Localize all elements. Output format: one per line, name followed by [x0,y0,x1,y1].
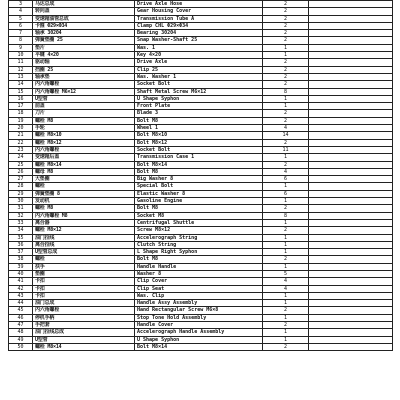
row-number: 25 [9,161,33,168]
remarks-cell [309,278,393,285]
part-quantity: 1 [263,329,309,336]
part-name-english: Handle Assy Assembly [135,300,263,307]
part-name-chinese: 扶手 [33,263,135,270]
part-quantity: 2 [263,37,309,44]
part-name-chinese: 卡扣 [33,292,135,299]
table-row [9,263,393,270]
table-row [9,198,393,205]
part-name-english: Wheel 1 [135,125,263,132]
part-name-chinese: 内六角螺栓 M8 [33,212,135,219]
remarks-cell [309,44,393,51]
remarks-cell [309,95,393,102]
table-row [9,117,393,124]
part-name-chinese: 垫片 [33,44,135,51]
row-number: 36 [9,241,33,248]
part-name-chinese: 螺母 M8 [33,168,135,175]
table-row [9,205,393,212]
remarks-cell [309,117,393,124]
remarks-cell [309,343,393,350]
table-row [9,125,393,132]
part-name-english: Bolt M8×14 [135,161,263,168]
row-number: 22 [9,139,33,146]
row-number: 18 [9,110,33,117]
remarks-cell [309,292,393,299]
row-number: 11 [9,59,33,66]
part-name-chinese: 卡箍 Ф29×Ф34 [33,22,135,29]
table-row [9,329,393,336]
part-name-english: Clutch String [135,241,263,248]
table-row [9,322,393,329]
part-quantity: 2 [263,343,309,350]
part-name-english: Stop Tone Hold Assembly [135,314,263,321]
part-name-chinese: 螺栓 M8×12 [33,139,135,146]
part-name-english: Special Bolt [135,183,263,190]
part-quantity: 1 [263,249,309,256]
parts-table-body [9,1,393,351]
part-name-chinese: 内六角螺栓 [33,146,135,153]
part-quantity: 11 [263,146,309,153]
part-name-chinese: 内六角螺栓 M6×12 [33,88,135,95]
part-name-chinese: 螺栓 M8×10 [33,132,135,139]
part-quantity: 8 [263,88,309,95]
part-quantity: 1 [263,95,309,102]
table-row [9,234,393,241]
part-name-english: Bolt M8×12 [135,139,263,146]
part-name-chinese: 手把套 [33,322,135,329]
row-number: 50 [9,343,33,350]
part-name-chinese: 弹簧垫圈 8 [33,190,135,197]
row-number: 13 [9,73,33,80]
part-name-chinese: 螺栓 M8×14 [33,161,135,168]
part-quantity: 6 [263,190,309,197]
table-row [9,307,393,314]
part-quantity: 4 [263,278,309,285]
row-number: 26 [9,168,33,175]
table-row [9,314,393,321]
table-row [9,95,393,102]
row-number: 45 [9,307,33,314]
row-number: 31 [9,205,33,212]
remarks-cell [309,125,393,132]
part-name-chinese: 离合拉线 [33,241,135,248]
table-row [9,161,393,168]
table-row [9,278,393,285]
table-row [9,73,393,80]
part-name-chinese: 内六角螺栓 [33,81,135,88]
table-row [9,66,393,73]
remarks-cell [309,176,393,183]
remarks-cell [309,241,393,248]
row-number: 3 [9,1,33,8]
part-name-english: Bolt M8 [135,205,263,212]
part-quantity: 4 [263,168,309,175]
table-row [9,249,393,256]
table-row [9,168,393,175]
part-name-chinese: 刀片 [33,110,135,117]
part-quantity: 2 [263,15,309,22]
row-number: 6 [9,22,33,29]
part-name-chinese: 卡扣 [33,285,135,292]
row-number: 39 [9,263,33,270]
part-quantity: 2 [263,59,309,66]
row-number: 15 [9,88,33,95]
part-quantity: 8 [263,212,309,219]
part-name-english: Key 4×20 [135,52,263,59]
remarks-cell [309,190,393,197]
part-name-chinese: 垫圈 [33,270,135,277]
part-quantity: 2 [263,66,309,73]
table-row [9,103,393,110]
part-name-english: Centrifugal Shuttle [135,219,263,226]
part-name-english: Socket M8 [135,212,263,219]
table-row [9,22,393,29]
part-name-chinese: 油门总成 [33,300,135,307]
part-name-chinese: 发动机 [33,198,135,205]
table-row [9,300,393,307]
row-number: 24 [9,154,33,161]
part-name-english: Bolt M8 [135,256,263,263]
remarks-cell [309,336,393,343]
remarks-cell [309,146,393,153]
part-name-english: Snap Washer-Shaft 25 [135,37,263,44]
remarks-cell [309,234,393,241]
part-quantity: 5 [263,270,309,277]
row-number: 29 [9,190,33,197]
remarks-cell [309,263,393,270]
remarks-cell [309,103,393,110]
table-row [9,52,393,59]
part-name-english: Handle Cover [135,322,263,329]
part-quantity: 2 [263,205,309,212]
part-name-chinese: 变速箱油管总成 [33,15,135,22]
part-quantity: 1 [263,198,309,205]
part-name-chinese: 螺栓 [33,256,135,263]
part-name-english: Accelerograph String [135,234,263,241]
part-name-chinese: 油门拉线 [33,234,135,241]
part-quantity: 1 [263,300,309,307]
row-number: 42 [9,285,33,292]
table-row [9,8,393,15]
remarks-cell [309,249,393,256]
part-name-chinese: 螺栓 M8 [33,117,135,124]
part-name-chinese: 转向盖 [33,8,135,15]
remarks-cell [309,198,393,205]
remarks-cell [309,205,393,212]
part-name-english: Handle Handle [135,263,263,270]
remarks-cell [309,30,393,37]
part-name-english: Clip Seat [135,285,263,292]
part-name-english: Socket Bolt [135,81,263,88]
row-number: 5 [9,15,33,22]
part-name-english: U Shape Syphon [135,95,263,102]
part-name-english: Front Plate [135,103,263,110]
part-name-english: Drive Axle Hose [135,1,263,8]
part-quantity: 1 [263,154,309,161]
part-quantity: 1 [263,219,309,226]
row-number: 47 [9,322,33,329]
row-number: 21 [9,132,33,139]
part-name-chinese: 离合器 [33,219,135,226]
part-quantity: 4 [263,285,309,292]
part-name-english: Clip Cover [135,278,263,285]
part-name-chinese: 螺栓 M8 [33,205,135,212]
table-row [9,1,393,8]
part-quantity: 2 [263,73,309,80]
remarks-cell [309,66,393,73]
remarks-cell [309,110,393,117]
remarks-cell [309,285,393,292]
part-quantity: 1 [263,336,309,343]
remarks-cell [309,329,393,336]
remarks-cell [309,1,393,8]
table-row [9,285,393,292]
part-quantity: 1 [263,103,309,110]
part-name-english: Gasoline Engine [135,198,263,205]
part-name-chinese: 前盖 [33,103,135,110]
part-quantity: 1 [263,52,309,59]
table-row [9,44,393,51]
table-row [9,212,393,219]
remarks-cell [309,73,393,80]
remarks-cell [309,59,393,66]
table-row [9,30,393,37]
row-number: 35 [9,234,33,241]
part-quantity: 6 [263,176,309,183]
table-row [9,241,393,248]
table-row [9,270,393,277]
remarks-cell [309,322,393,329]
table-row [9,37,393,44]
table-row [9,110,393,117]
part-name-english: Bearing 30204 [135,30,263,37]
part-quantity: 1 [263,314,309,321]
table-row [9,336,393,343]
remarks-cell [309,154,393,161]
table-row [9,176,393,183]
part-name-english: Socket Bolt [135,146,263,153]
part-name-chinese: 螺栓 M8×12 [33,227,135,234]
part-name-english: Bolt M8 [135,168,263,175]
remarks-cell [309,307,393,314]
part-quantity: 2 [263,322,309,329]
part-name-english: Shaft Metal Screw M6×12 [135,88,263,95]
row-number: 49 [9,336,33,343]
part-name-chinese: 螺栓 [33,183,135,190]
part-name-chinese: 弹簧垫圈 25 [33,37,135,44]
part-name-english: Drive Axle [135,59,263,66]
table-row [9,227,393,234]
part-name-english: Was. Clip [135,292,263,299]
row-number: 41 [9,278,33,285]
part-quantity: 1 [263,183,309,190]
part-name-english: Transmission Case 1 [135,154,263,161]
table-row [9,59,393,66]
remarks-cell [309,256,393,263]
part-quantity: 2 [263,22,309,29]
remarks-cell [309,81,393,88]
remarks-cell [309,212,393,219]
table-row [9,183,393,190]
table-row [9,190,393,197]
part-name-chinese: 挡圈 25 [33,66,135,73]
part-name-chinese: 油门拉线总成 [33,329,135,336]
part-name-chinese: U型管 [33,95,135,102]
row-number: 30 [9,198,33,205]
remarks-cell [309,219,393,226]
part-name-chinese: 停机手柄 [33,314,135,321]
table-row [9,139,393,146]
row-number: 48 [9,329,33,336]
part-name-english: Washer 8 [135,270,263,277]
part-name-chinese: 轴承 30204 [33,30,135,37]
row-number: 12 [9,66,33,73]
row-number: 23 [9,146,33,153]
row-number: 20 [9,125,33,132]
table-row [9,88,393,95]
part-name-english: Bolt M8×10 [135,132,263,139]
row-number: 33 [9,219,33,226]
part-name-chinese: 轴承垫 [33,73,135,80]
table-row [9,154,393,161]
row-number: 37 [9,249,33,256]
row-number: 32 [9,212,33,219]
part-quantity: 1 [263,44,309,51]
row-number: 16 [9,95,33,102]
table-row [9,132,393,139]
remarks-cell [309,270,393,277]
remarks-cell [309,300,393,307]
remarks-cell [309,22,393,29]
table-row [9,146,393,153]
part-name-english: Screw M8×12 [135,227,263,234]
part-name-english: Bolt M8 [135,117,263,124]
part-name-chinese: 螺栓 M8×14 [33,343,135,350]
row-number: 27 [9,176,33,183]
part-quantity: 4 [263,125,309,132]
row-number: 19 [9,117,33,124]
part-name-chinese: 马达总成 [33,1,135,8]
parts-table [8,0,393,351]
table-row [9,292,393,299]
part-name-english: Hand Rectangular Screw M6×8 [135,307,263,314]
row-number: 44 [9,300,33,307]
row-number: 8 [9,37,33,44]
row-number: 10 [9,52,33,59]
remarks-cell [309,15,393,22]
row-number: 9 [9,44,33,51]
row-number: 7 [9,30,33,37]
remarks-cell [309,132,393,139]
part-quantity: 2 [263,256,309,263]
row-number: 46 [9,314,33,321]
part-name-chinese: 平键 4×20 [33,52,135,59]
part-quantity: 2 [263,1,309,8]
part-quantity: 1 [263,263,309,270]
table-row [9,219,393,226]
part-name-chinese: 大垫圈 [33,176,135,183]
table-row [9,81,393,88]
remarks-cell [309,168,393,175]
part-name-english: U Shape Syphon [135,336,263,343]
part-name-chinese: 驱动轴 [33,59,135,66]
remarks-cell [309,314,393,321]
table-row [9,343,393,350]
part-name-english: Accelerograph Handle Assembly [135,329,263,336]
row-number: 28 [9,183,33,190]
part-name-chinese: 内六角螺栓 [33,307,135,314]
part-quantity: 1 [263,241,309,248]
part-quantity: 2 [263,117,309,124]
part-name-english: L Shape Right Syphon [135,249,263,256]
part-name-chinese: U型管总成 [33,249,135,256]
part-name-english: Transmission Tube A [135,15,263,22]
part-quantity: 1 [263,292,309,299]
remarks-cell [309,88,393,95]
remarks-cell [309,8,393,15]
remarks-cell [309,161,393,168]
part-name-chinese: 变速箱后盖 [33,154,135,161]
part-name-english: Blade 3 [135,110,263,117]
row-number: 34 [9,227,33,234]
remarks-cell [309,139,393,146]
part-quantity: 2 [263,139,309,146]
part-name-english: Gear Housing Cover [135,8,263,15]
part-name-english: Was. Washer 1 [135,73,263,80]
part-name-english: Clip 25 [135,66,263,73]
row-number: 43 [9,292,33,299]
row-number: 4 [9,8,33,15]
part-name-english: Clamp CHL Ф29×Ф34 [135,22,263,29]
part-name-english: Was. 1 [135,44,263,51]
part-quantity: 2 [263,161,309,168]
remarks-cell [309,52,393,59]
part-name-chinese: 手轮 [33,125,135,132]
part-name-chinese: 卡扣 [33,278,135,285]
part-quantity: 14 [263,132,309,139]
part-name-english: Elastic Washer 8 [135,190,263,197]
part-name-chinese: U型管 [33,336,135,343]
part-quantity: 2 [263,8,309,15]
remarks-cell [309,37,393,44]
row-number: 17 [9,103,33,110]
part-quantity: 2 [263,81,309,88]
part-name-english: Big Washer 8 [135,176,263,183]
part-quantity: 2 [263,110,309,117]
row-number: 40 [9,270,33,277]
part-name-english: Bolt M8×14 [135,343,263,350]
row-number: 38 [9,256,33,263]
row-number: 14 [9,81,33,88]
part-quantity: 1 [263,234,309,241]
remarks-cell [309,227,393,234]
part-quantity: 2 [263,307,309,314]
remarks-cell [309,183,393,190]
part-quantity: 2 [263,30,309,37]
table-row [9,15,393,22]
table-row [9,256,393,263]
part-quantity: 2 [263,227,309,234]
